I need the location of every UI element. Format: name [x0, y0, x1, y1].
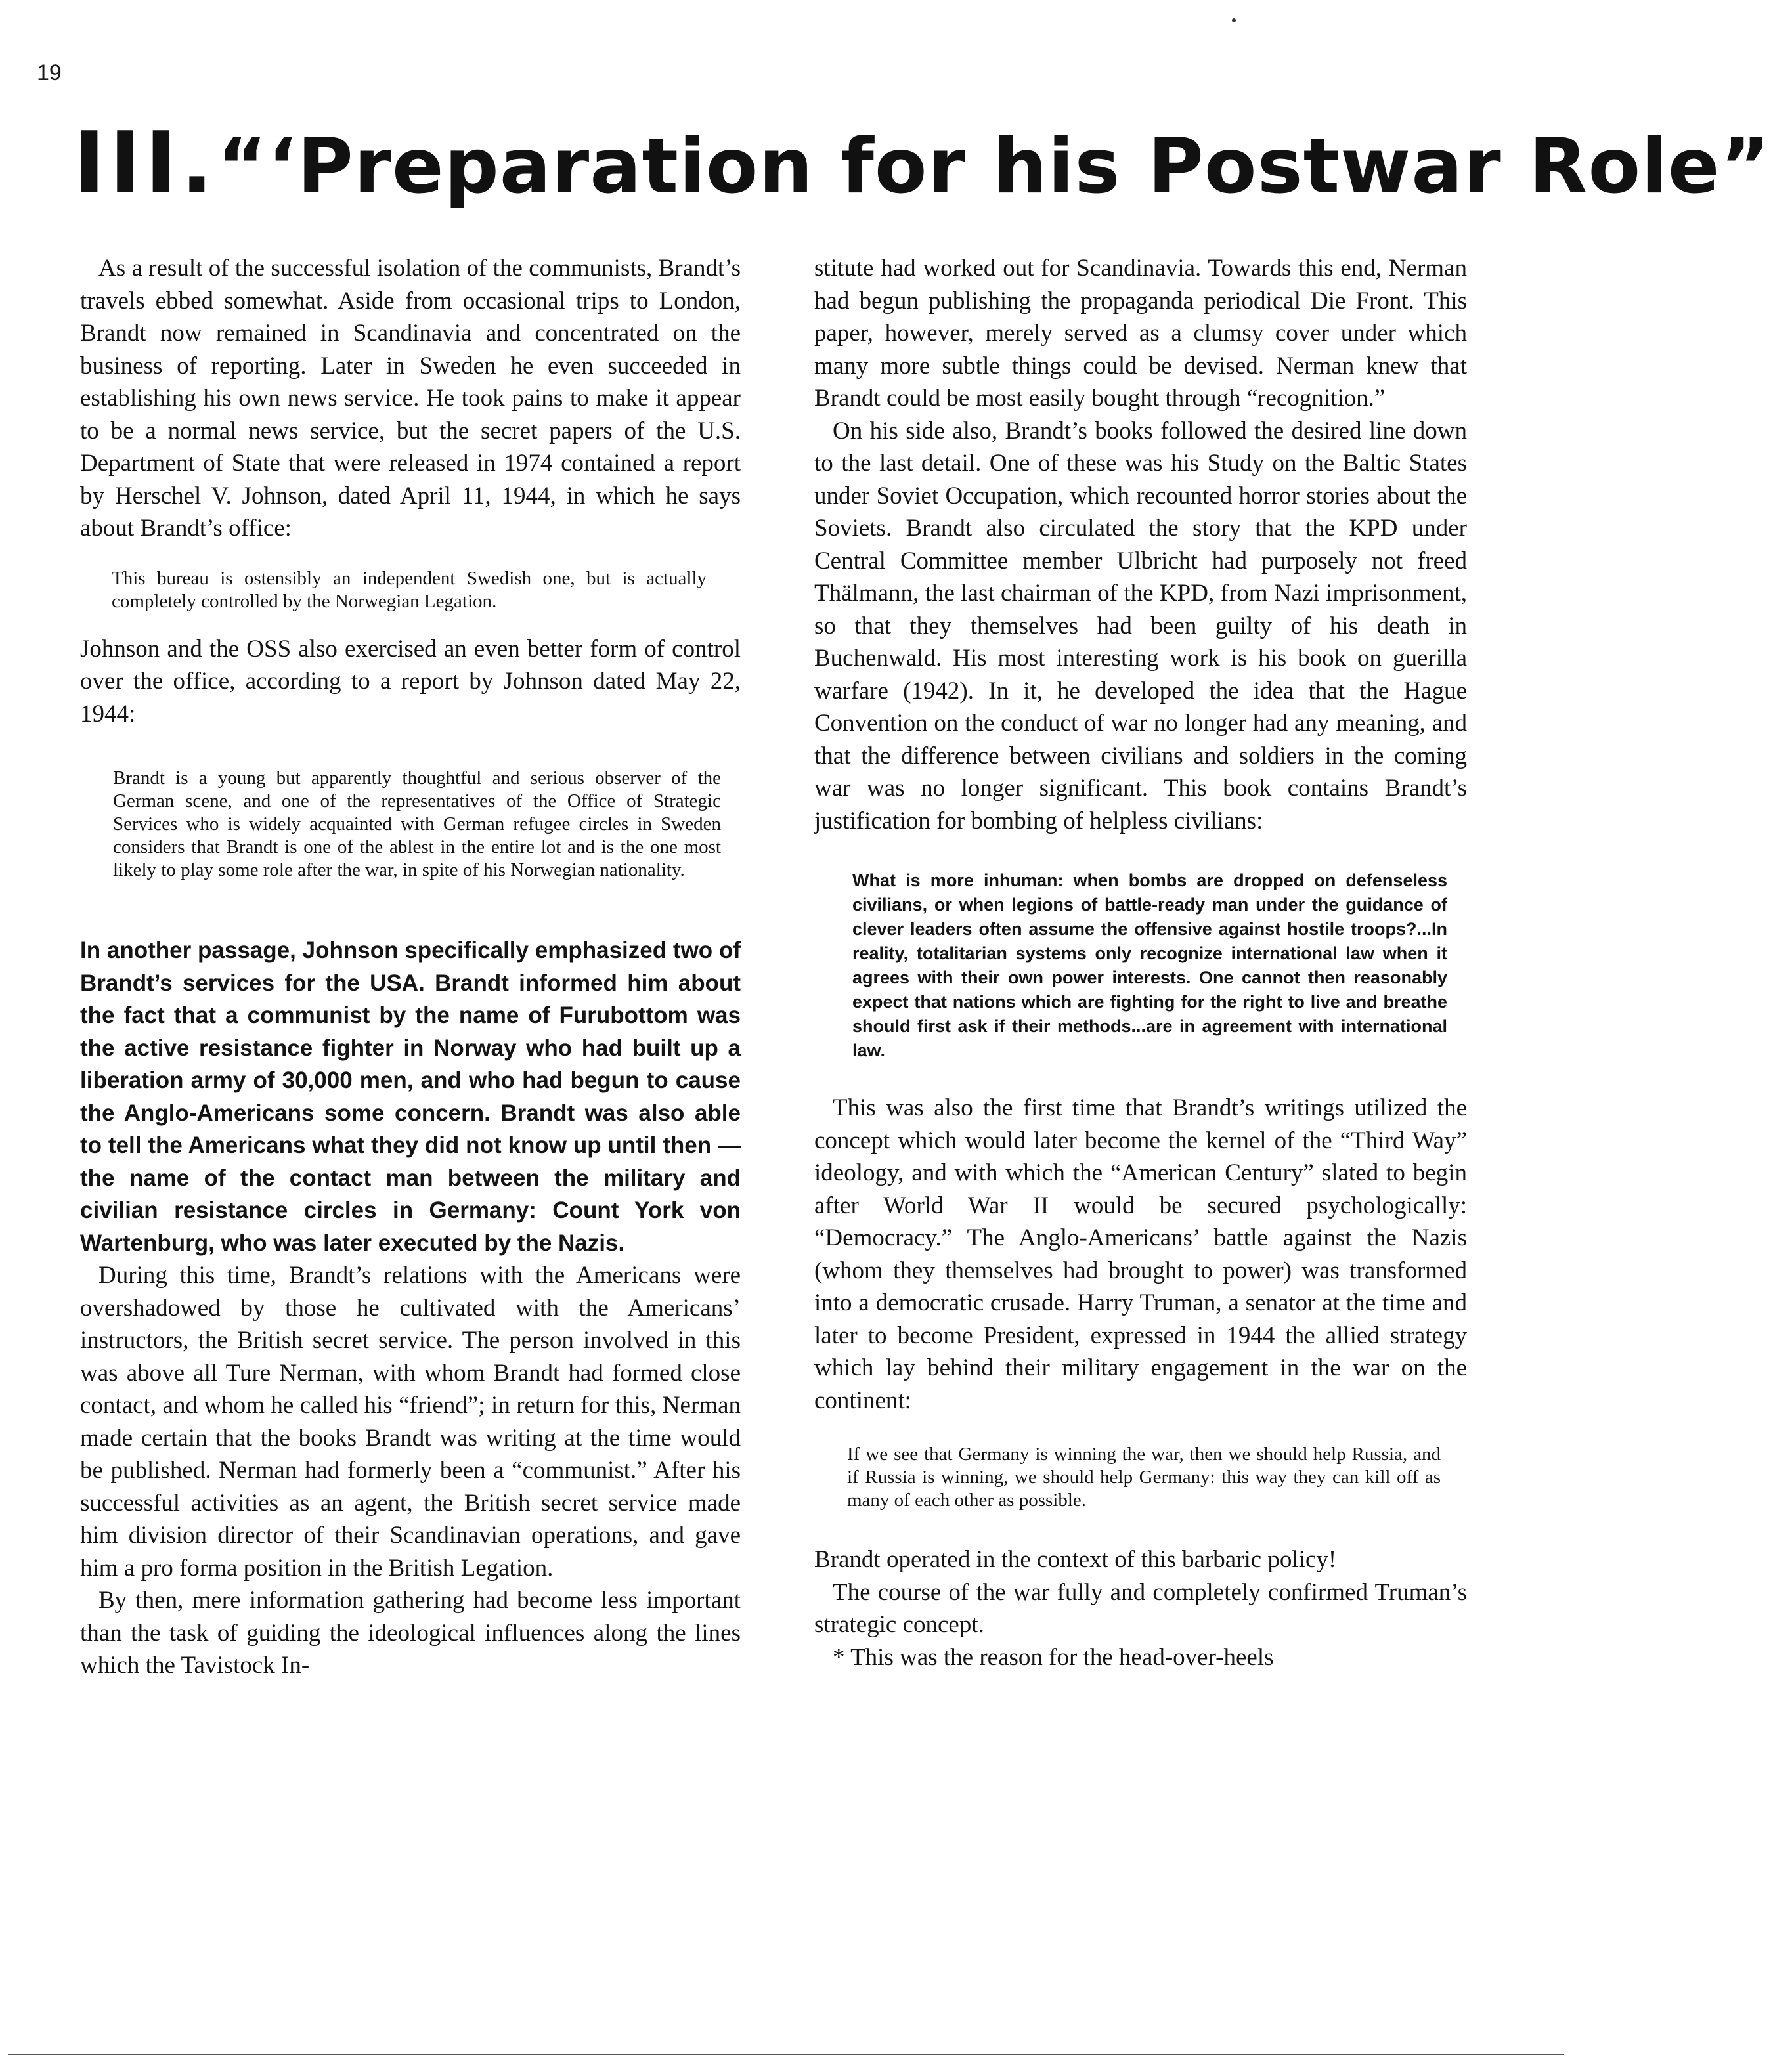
block-quote: If we see that Germany is winning the war, then we should help Russia, and if Russia is winning, we should help Germany: this way they can kill off as many of each other as possible.: [847, 1444, 1441, 1511]
block-quote: What is more inhuman: when bombs are dropped on defenseless civilians, or when legions of battle-ready man under the guidance of clever leaders often assume the offensive against hostile troops?...In reality, totalitarian systems only recognize international law when it agrees with their own power interests. One cannot then reasonably expect that nations which are fighting for the right to live and breathe should first ask if their methods...are in agreement with international law.: [852, 871, 1447, 1060]
paragraph: In another passage, Johnson specifically emphasized two of Brandt’s services for the USA. Brandt informed him about the fact that a communist by the name of Furubottom was the active resistance fighter in Norway who had built up a liberation army of 30,000 men, and who had begun to cause the Anglo-Americans some concern. Brandt was also able to tell the Americans what they did not know up until then — the name of the contact man between the military and civilian resistance circles in Germany: Count York von Wartenburg, who was later executed by the Nazis.: [80, 938, 741, 1256]
right-column: [814, 252, 1467, 1673]
block-quote: Brandt is a young but apparently thoughtful and serious observer of the German scene, and one of the representatives of the Office of Strategic Services who is widely acquainted with German refugee circles in Sweden considers that Brandt is one of the ablest in the entire lot and is the one most likely to play some role after the war, in spite of his Norwegian nationality.: [113, 767, 721, 880]
block-quote: This bureau is ostensibly an independent Swedish one, but is actually completely controlled by the Norwegian Legation.: [112, 567, 707, 612]
paragraph: By then, mere information gathering had become less important than the task of guiding the ideological influences along the lines which the Tavistock In-: [80, 1587, 741, 1679]
left-column: [80, 252, 741, 1682]
printing-speck: [1232, 18, 1236, 22]
chapter-title-text: “‘Preparation for his Postwar Role”: [217, 122, 1771, 211]
chapter-title: [74, 113, 1771, 213]
paragraph: As a result of the successful isolation of the communists, Brandt’s travels ebbed somewhat. Aside from occasional trips to London, Brandt now remained in Scandinavia and concentrated on the business of reporting. Later in Sweden he even succeeded in establishing his own news service. He took pains to make it appear to be a normal news service, but the secret papers of the U.S. Department of State that were released in 1974 contained a report by Herschel V. Johnson, dated April 11, 1944, in which he says about Brandt’s office:: [80, 255, 741, 542]
paragraph: Brandt operated in the context of this barbaric policy!: [814, 1546, 1337, 1573]
paragraph: The course of the war fully and completely confirmed Truman’s strategic concept.: [814, 1578, 1467, 1638]
paragraph: * This was the reason for the head-over-heels: [833, 1643, 1274, 1671]
page-number: 19: [37, 60, 62, 85]
paragraph: This was also the first time that Brandt’s writings utilized the concept which would later become the kernel of the “Third Way” ideology, and with which the “American Century” slated to begin after World War II would be secured psychologically: “Democracy.” The Anglo-Americans’ battle against the Nazis (whom they themselves had brought to power) was transformed into a democratic crusade. Harry Truman, a senator at the time and later to become President, expressed in 1944 the allied strategy which lay behind their military engagement in the war on the continent:: [814, 1094, 1467, 1414]
paragraph: On his side also, Brandt’s books followed the desired line down to the last detail. One of these was his Study on the Baltic States under Soviet Occupation, which recounted horror stories about the Soviets. Brandt also circulated the story that the KPD under Central Committee member Ulbricht had purposely not freed Thälmann, the last chairman of the KPD, from Nazi imprisonment, so that they themselves had been guilty of his death in Buchenwald. His most interesting work is his book on guerilla warfare (1942). In it, he developed the idea that the Hague Convention on the conduct of war no longer had any meaning, and that the difference between civilians and soldiers in the coming war was no longer significant. This book contains Brandt’s justification for bombing of helpless civilians:: [814, 417, 1467, 834]
paragraph: stitute had worked out for Scandinavia. Towards this end, Nerman had begun publishing the propaganda periodical Die Front. This paper, however, merely served as a clumsy cover under which many more subtle things could be devised. Nerman knew that Brandt could be most easily bought through “recognition.”: [814, 255, 1467, 412]
bottom-rule: [8, 2054, 1564, 2055]
paragraph: During this time, Brandt’s relations with the Americans were overshadowed by those he cultivated with the Americans’ instructors, the British secret service. The person involved in this was above all Ture Nerman, with whom Brandt had formed close contact, and whom he called his “friend”; in return for this, Nerman made certain that the books Brandt was writing at the time would be published. Nerman had formerly been a “communist.” After his successful activities as an agent, the British secret service made him division director of their Scandinavian operations, and gave him a pro forma position in the British Legation.: [80, 1262, 741, 1582]
chapter-numeral: III.: [74, 113, 217, 213]
paragraph: Johnson and the OSS also exercised an even better form of control over the office, according to a report by Johnson dated May 22, 1944:: [80, 635, 741, 727]
